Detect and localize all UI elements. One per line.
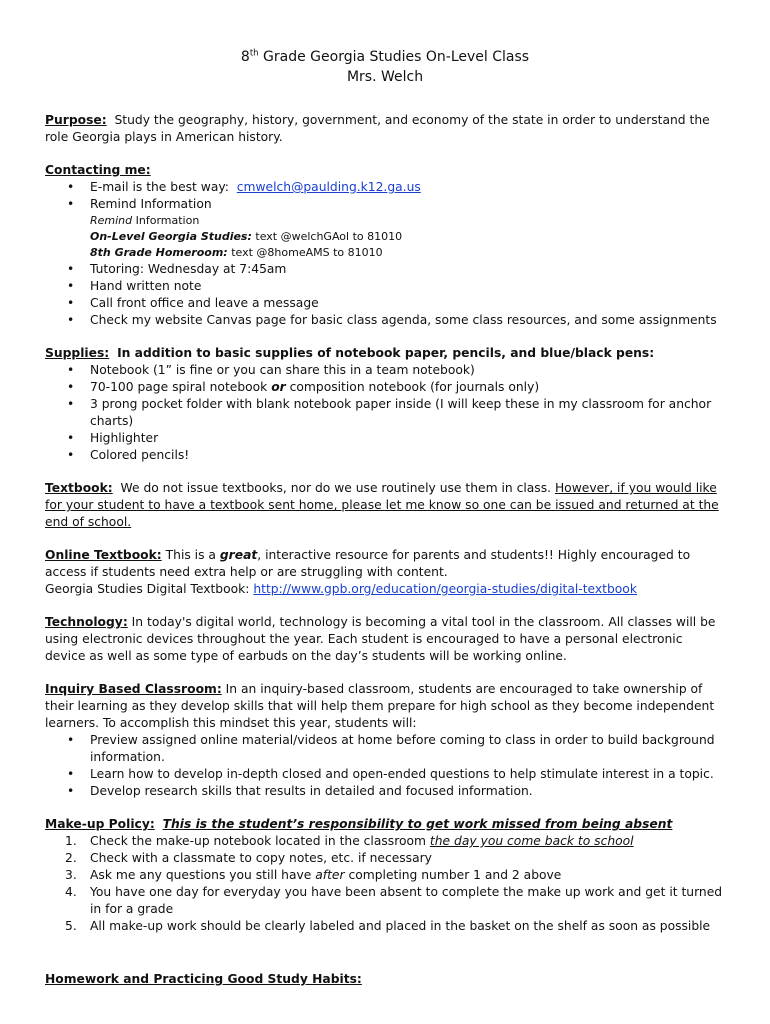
- document-body: [45, 47, 725, 988]
- remind-title-italic: Remind: [90, 214, 133, 227]
- technology-text: In today's digital world, technology is becoming a vital tool in the classroom. All classes will be using electronic devices throughout the year. Each student is encouraged to have a personal electronic device as well as some type of earbuds on the day’s students will be working online.: [45, 615, 716, 663]
- makeup-text: Check with a classmate to copy notes, etc. if necessary: [90, 851, 432, 865]
- remind-line2-label: 8th Grade Homeroom:: [90, 246, 228, 259]
- supplies-heading: Supplies:: [45, 346, 110, 360]
- list-item: [45, 833, 725, 850]
- purpose-heading: Purpose:: [45, 113, 107, 127]
- grade-suffix: th: [249, 48, 259, 59]
- supply-or: or: [271, 380, 286, 394]
- digital-textbook-label: Georgia Studies Digital Textbook:: [45, 582, 254, 596]
- makeup-text: Check the make-up notebook located in the classroom: [90, 834, 430, 848]
- online-text: This is a: [165, 548, 220, 562]
- makeup-text: completing number 1 and 2 above: [344, 868, 562, 882]
- supplies-section: [45, 345, 725, 464]
- list-number: 5.: [65, 919, 77, 933]
- remind-label: Remind Information: [90, 197, 212, 211]
- makeup-heading: Make-up Policy:: [45, 817, 155, 831]
- list-item: [45, 884, 725, 918]
- list-item: • Preview assigned online material/videos at home before coming to class in order to build background information.: [45, 732, 725, 766]
- textbook-underlined: However, if you would like for your student to have a textbook sent home, please let me know so one can be issued and returned at the end of school.: [45, 481, 719, 529]
- email-link[interactable]: cmwelch@paulding.k12.ga.us: [236, 180, 421, 194]
- textbook-text: We do not issue textbooks, nor do we use routinely use them in class.: [120, 481, 555, 495]
- homework-heading: Homework and Practicing Good Study Habits:: [45, 972, 362, 986]
- online-textbook-heading: Online Textbook:: [45, 548, 162, 562]
- title-text: Grade Georgia Studies On-Level Class: [258, 49, 530, 65]
- list-item: • Tutoring: Wednesday at 7:45am: [45, 261, 725, 278]
- list-item: • Check my website Canvas page for basic class agenda, some class resources, and some assignments: [45, 312, 725, 329]
- remind-line2-text: text @8homeAMS to 81010: [227, 246, 383, 259]
- list-item: • Notebook (1” is fine or you can share this in a team notebook): [45, 362, 725, 379]
- remind-line1-text: text @welchGAol to 81010: [251, 230, 403, 243]
- list-item: [45, 850, 725, 867]
- contact-list: [45, 179, 725, 213]
- online-great: great: [219, 548, 258, 562]
- teacher-name: Mrs. Welch: [346, 69, 424, 85]
- makeup-text: You have one day for everyday you have been absent to complete the make up work and get it turned in for a grade: [90, 885, 723, 916]
- grade-number: 8: [240, 49, 250, 65]
- list-item: [45, 179, 725, 196]
- inquiry-heading: Inquiry Based Classroom:: [45, 682, 222, 696]
- technology-heading: Technology:: [45, 615, 128, 629]
- makeup-list: [45, 833, 725, 935]
- purpose-section: [45, 112, 725, 146]
- makeup-emphasis: after: [315, 868, 345, 882]
- supply-text: composition notebook (for journals only): [285, 380, 540, 394]
- list-item: • Learn how to develop in-depth closed and open-ended questions to help stimulate interest in a topic.: [45, 766, 725, 783]
- list-item: • Highlighter: [45, 430, 725, 447]
- remind-title-rest: Information: [132, 214, 200, 227]
- list-number: 3.: [65, 868, 77, 882]
- supply-text: 70-100 page spiral notebook: [90, 380, 272, 394]
- list-number: 2.: [65, 851, 77, 865]
- list-item: • Develop research skills that results in detailed and focused information.: [45, 783, 725, 800]
- supplies-list: [45, 362, 725, 464]
- textbook-section: [45, 480, 725, 531]
- technology-section: [45, 614, 725, 665]
- makeup-text: All make-up work should be clearly labeled and placed in the basket on the shelf as soon as possible: [90, 919, 711, 933]
- list-item: • Colored pencils!: [45, 447, 725, 464]
- list-item: [45, 379, 725, 396]
- remind-line1-label: On-Level Georgia Studies:: [90, 230, 252, 243]
- list-item: • Call front office and leave a message: [45, 295, 725, 312]
- homework-section: [45, 971, 725, 988]
- online-textbook-section: [45, 547, 725, 598]
- supplies-intro: In addition to basic supplies of notebook paper, pencils, and blue/black pens:: [117, 346, 655, 360]
- makeup-emphasis: the day you come back to school: [429, 834, 634, 848]
- document-title: [45, 47, 725, 67]
- list-number: 1.: [65, 834, 77, 848]
- remind-details: [45, 213, 725, 261]
- list-item: [45, 196, 725, 213]
- inquiry-list: [45, 732, 725, 800]
- list-item: • 3 prong pocket folder with blank notebook paper inside (I will keep these in my classroom for anchor charts): [45, 396, 725, 430]
- list-item: • Hand written note: [45, 278, 725, 295]
- digital-textbook-link[interactable]: http://www.gpb.org/education/georgia-studies/digital-textbook: [253, 582, 637, 596]
- online-text: , interactive resource for parents and students!! Highly encouraged to access if students need extra help or are struggling with content.: [45, 548, 691, 579]
- inquiry-text: In an inquiry-based classroom, students are encouraged to take ownership of their learning as they develop skills that will help them prepare for high school as they become independent learners. To accomplish this mindset this year, students will:: [45, 682, 715, 730]
- list-number: 4.: [65, 885, 77, 899]
- makeup-subheading: This is the student’s responsibility to get work missed from being absent: [162, 817, 673, 831]
- contact-list-more: [45, 261, 725, 329]
- list-item: [45, 918, 725, 935]
- textbook-heading: Textbook:: [45, 481, 113, 495]
- contact-section: [45, 162, 725, 329]
- email-prefix: E-mail is the best way:: [90, 180, 229, 194]
- inquiry-section: [45, 681, 725, 800]
- contact-heading: Contacting me:: [45, 163, 151, 177]
- makeup-text: Ask me any questions you still have: [90, 868, 316, 882]
- purpose-text: Study the geography, history, government, and economy of the state in order to understand the role Georgia plays in American history.: [45, 113, 710, 144]
- list-item: [45, 867, 725, 884]
- makeup-section: [45, 816, 725, 935]
